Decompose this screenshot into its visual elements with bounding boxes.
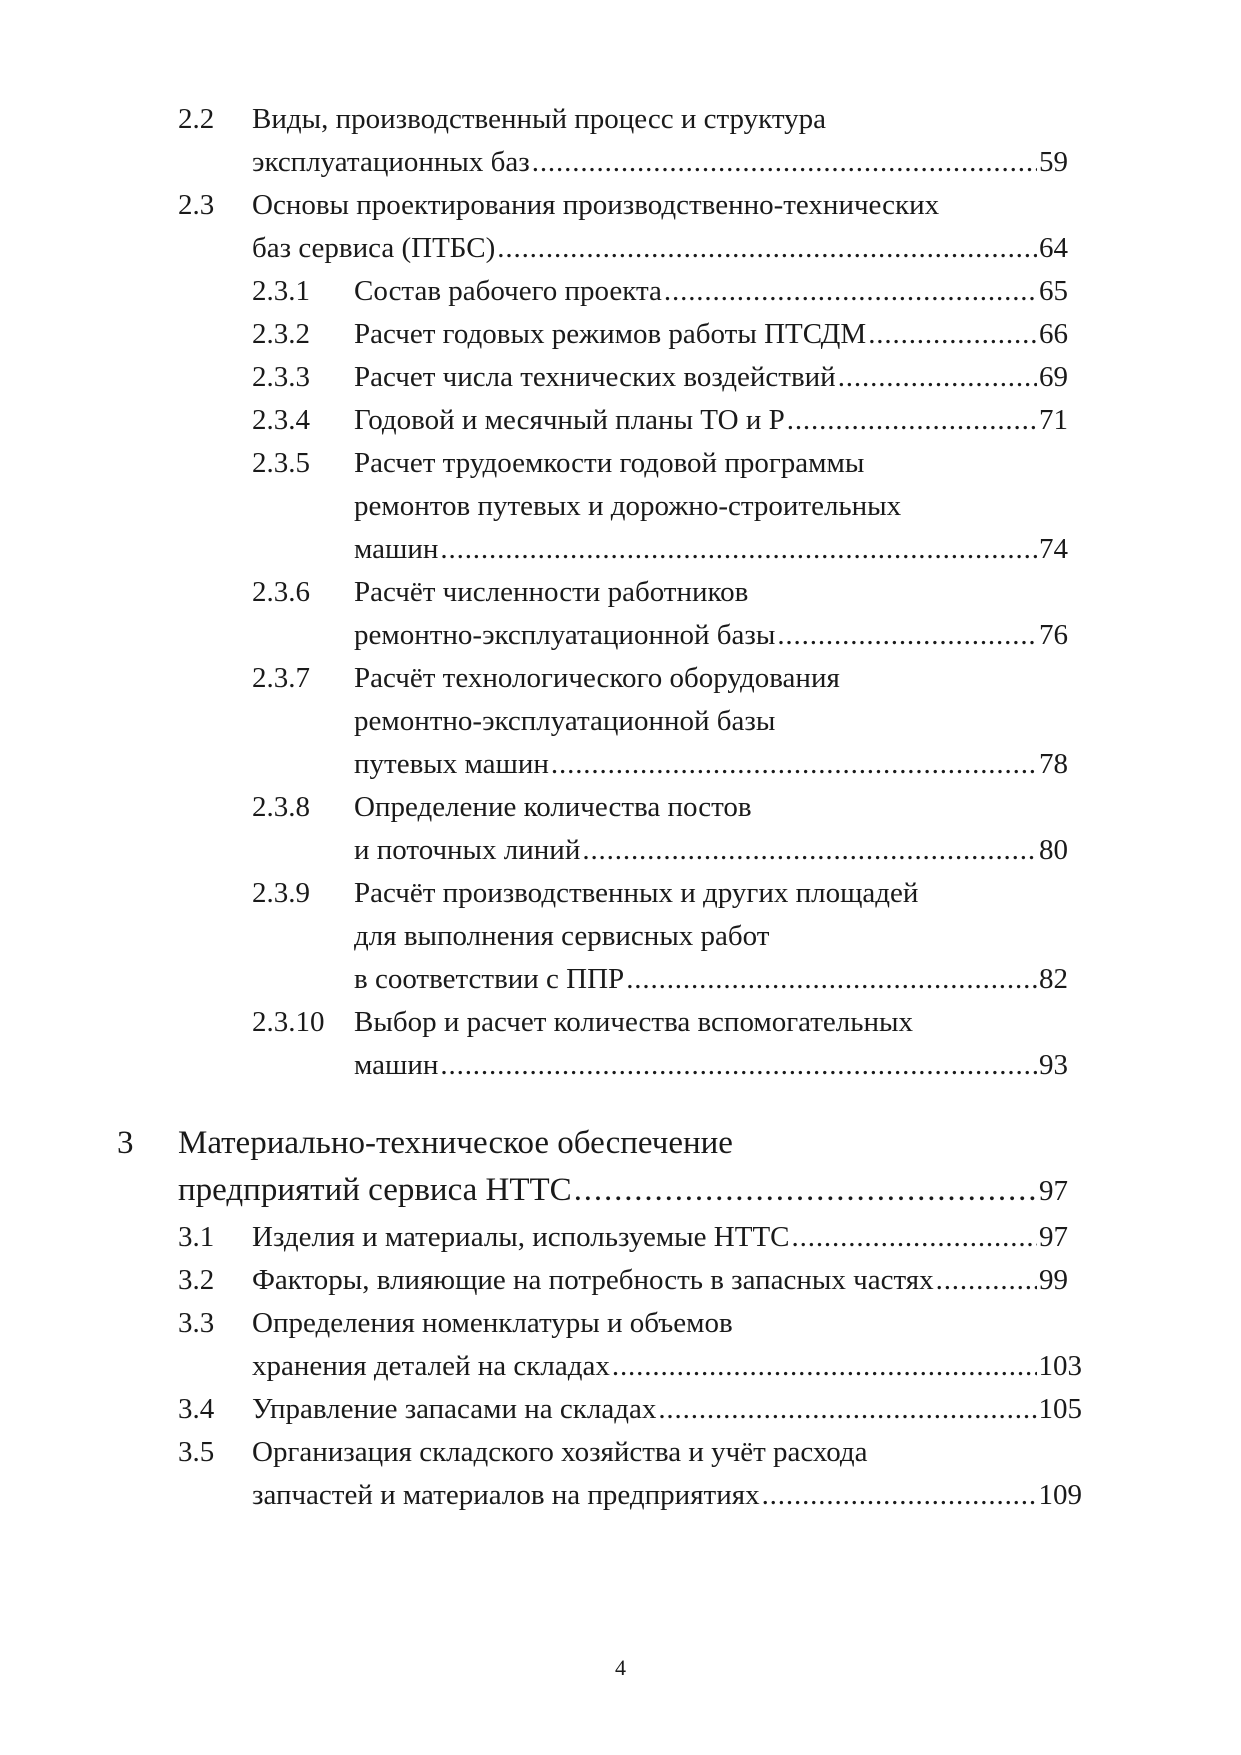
toc-entry-number: 2.3.8 [252,791,310,823]
toc-entry-page: 105 [1038,1393,1082,1425]
toc-entry-title-line: Управление запасами на складах [252,1393,657,1425]
toc-entry-title-line: Основы проектирования производственно-технических [252,189,940,221]
toc-entry-number: 3.2 [178,1264,215,1296]
toc-entry-leader [354,275,1068,308]
toc-entry-number: 2.3.5 [252,447,310,479]
toc-entry-title-line: Виды, производственный процесс и структура [252,103,827,135]
toc-entry-title-line: ремонтов путевых и дорожно-строительных [354,490,902,522]
toc-entry-page: 74 [1039,533,1068,565]
page-number: 4 [615,1655,626,1680]
dot-leader [658,1393,1036,1426]
toc-entry-page: 97 [1039,1221,1068,1253]
dot-leader [574,1172,1037,1209]
toc-entry-title-line: Годовой и месячный планы ТО и Р [354,404,785,436]
toc-entry-title-line: в соответствии с ППР [354,963,625,995]
toc-entry-title-line: Расчет годовых режимов работы ПТСДМ [354,318,867,350]
toc-entry-page: 80 [1039,834,1068,866]
dot-leader [626,963,1037,996]
toc-entry-title-line: Расчет числа технических воздействий [354,361,836,393]
toc-entry-leader [354,963,1068,996]
toc-entry-page: 99 [1039,1264,1068,1296]
toc-entry-number: 3.5 [178,1436,215,1468]
toc-entry-page: 69 [1039,361,1068,393]
toc-entry-page: 65 [1039,275,1068,307]
toc-entry-number: 3.3 [178,1307,215,1339]
dot-leader [664,275,1037,308]
toc-entry-page: 64 [1039,232,1068,264]
dot-leader [440,533,1037,566]
toc-entry-title-line: Определения номенклатуры и объемов [252,1307,733,1339]
toc-entry-title-line: Состав рабочего проекта [354,275,662,307]
toc-entry-number: 2.3.1 [252,275,310,307]
toc-entry-page: 78 [1039,748,1068,780]
toc-entry-leader [252,146,1068,179]
toc-entry-leader [354,361,1068,394]
toc-entry-title-line: машин [354,533,439,565]
toc-entry-number: 2.3.9 [252,877,310,909]
toc-entry-leader [354,619,1068,652]
toc-entry-leader [354,404,1068,437]
toc-entry-leader [252,1350,1082,1383]
toc-entry-page: 103 [1038,1350,1082,1382]
toc-entry-title-line: ремонтно-эксплуатационной базы [354,705,776,737]
toc-entry-title-line: запчастей и материалов на предприятиях [252,1479,760,1511]
dot-leader [612,1350,1037,1383]
toc-entry-title-line: хранения деталей на складах [252,1350,610,1382]
toc-entry-title-line: для выполнения сервисных работ [354,920,770,952]
toc-entry-title-line: Расчёт производственных и других площадей [354,877,919,909]
toc-entry-number: 2.3.3 [252,361,310,393]
dot-leader [787,404,1037,437]
toc-entry-title-line: ремонтно-эксплуатационной базы [354,619,776,651]
toc-entry-title-line: Выбор и расчет количества вспомогательных [354,1006,914,1038]
dot-leader [440,1049,1037,1082]
toc-entry-number: 2.3.10 [252,1006,325,1038]
toc-entry-leader [252,232,1068,265]
toc-entry-page: 82 [1039,963,1068,995]
toc-entry-title-line: Расчёт численности работников [354,576,749,608]
toc-entry-number: 3.1 [178,1221,215,1253]
toc-entry-leader [252,1393,1082,1426]
dot-leader [838,361,1037,394]
toc-entry-page: 93 [1039,1049,1068,1081]
toc-entry-title-line: Материально-техническое обеспечение [178,1125,733,1161]
toc-entry-leader [354,318,1068,351]
toc-entry-page: 76 [1039,619,1068,651]
dot-leader [762,1479,1037,1512]
toc-entry-leader [252,1479,1082,1512]
dot-leader [532,146,1037,179]
dot-leader [777,619,1037,652]
dot-leader [497,232,1037,265]
toc-entry-title-line: путевых машин [354,748,549,780]
toc-entry-title-line: Определение количества постов [354,791,752,823]
toc-entry-leader [178,1172,1068,1209]
toc-entry-number: 2.2 [178,103,215,135]
toc-entry-number: 2.3.4 [252,404,310,436]
toc-entry-leader [252,1221,1068,1254]
toc-entry-number: 2.3 [178,189,215,221]
dot-leader [582,834,1037,867]
dot-leader [868,318,1037,351]
toc-entry-number: 2.3.2 [252,318,310,350]
dot-leader [936,1264,1037,1297]
toc-entry-number: 2.3.7 [252,662,310,694]
toc-entry-title-line: эксплуатационных баз [252,146,530,178]
toc-entry-number: 2.3.6 [252,576,310,608]
toc-entry-title-line: Изделия и материалы, используемые НТТС [252,1221,790,1253]
toc-entry-number: 3.4 [178,1393,215,1425]
toc-entry-title-line: Расчёт технологического оборудования [354,662,840,694]
toc-entry-leader [354,834,1068,867]
toc-entry-title-line: предприятий сервиса НТТС [178,1172,572,1208]
toc-entry-number: 3 [117,1125,134,1161]
dot-leader [551,748,1037,781]
toc-entry-page: 109 [1038,1479,1082,1511]
toc-entry-leader [354,1049,1068,1082]
toc-entry-page: 71 [1039,404,1068,436]
toc-entry-leader [354,748,1068,781]
toc-entry-page: 97 [1039,1175,1068,1207]
toc-entry-title-line: и поточных линий [354,834,581,866]
toc-entry-title-line: Расчет трудоемкости годовой программы [354,447,865,479]
toc-entry-title-line: машин [354,1049,439,1081]
toc-entry-page: 66 [1039,318,1068,350]
toc-entry-leader [354,533,1068,566]
toc-entry-leader [252,1264,1068,1297]
toc-entry-title-line: Факторы, влияющие на потребность в запасных частях [252,1264,934,1296]
toc-entry-page: 59 [1039,146,1068,178]
toc-entry-title-line: Организация складского хозяйства и учёт расхода [252,1436,868,1468]
toc-entry-title-line: баз сервиса (ПТБС) [252,232,496,264]
dot-leader [792,1221,1037,1254]
